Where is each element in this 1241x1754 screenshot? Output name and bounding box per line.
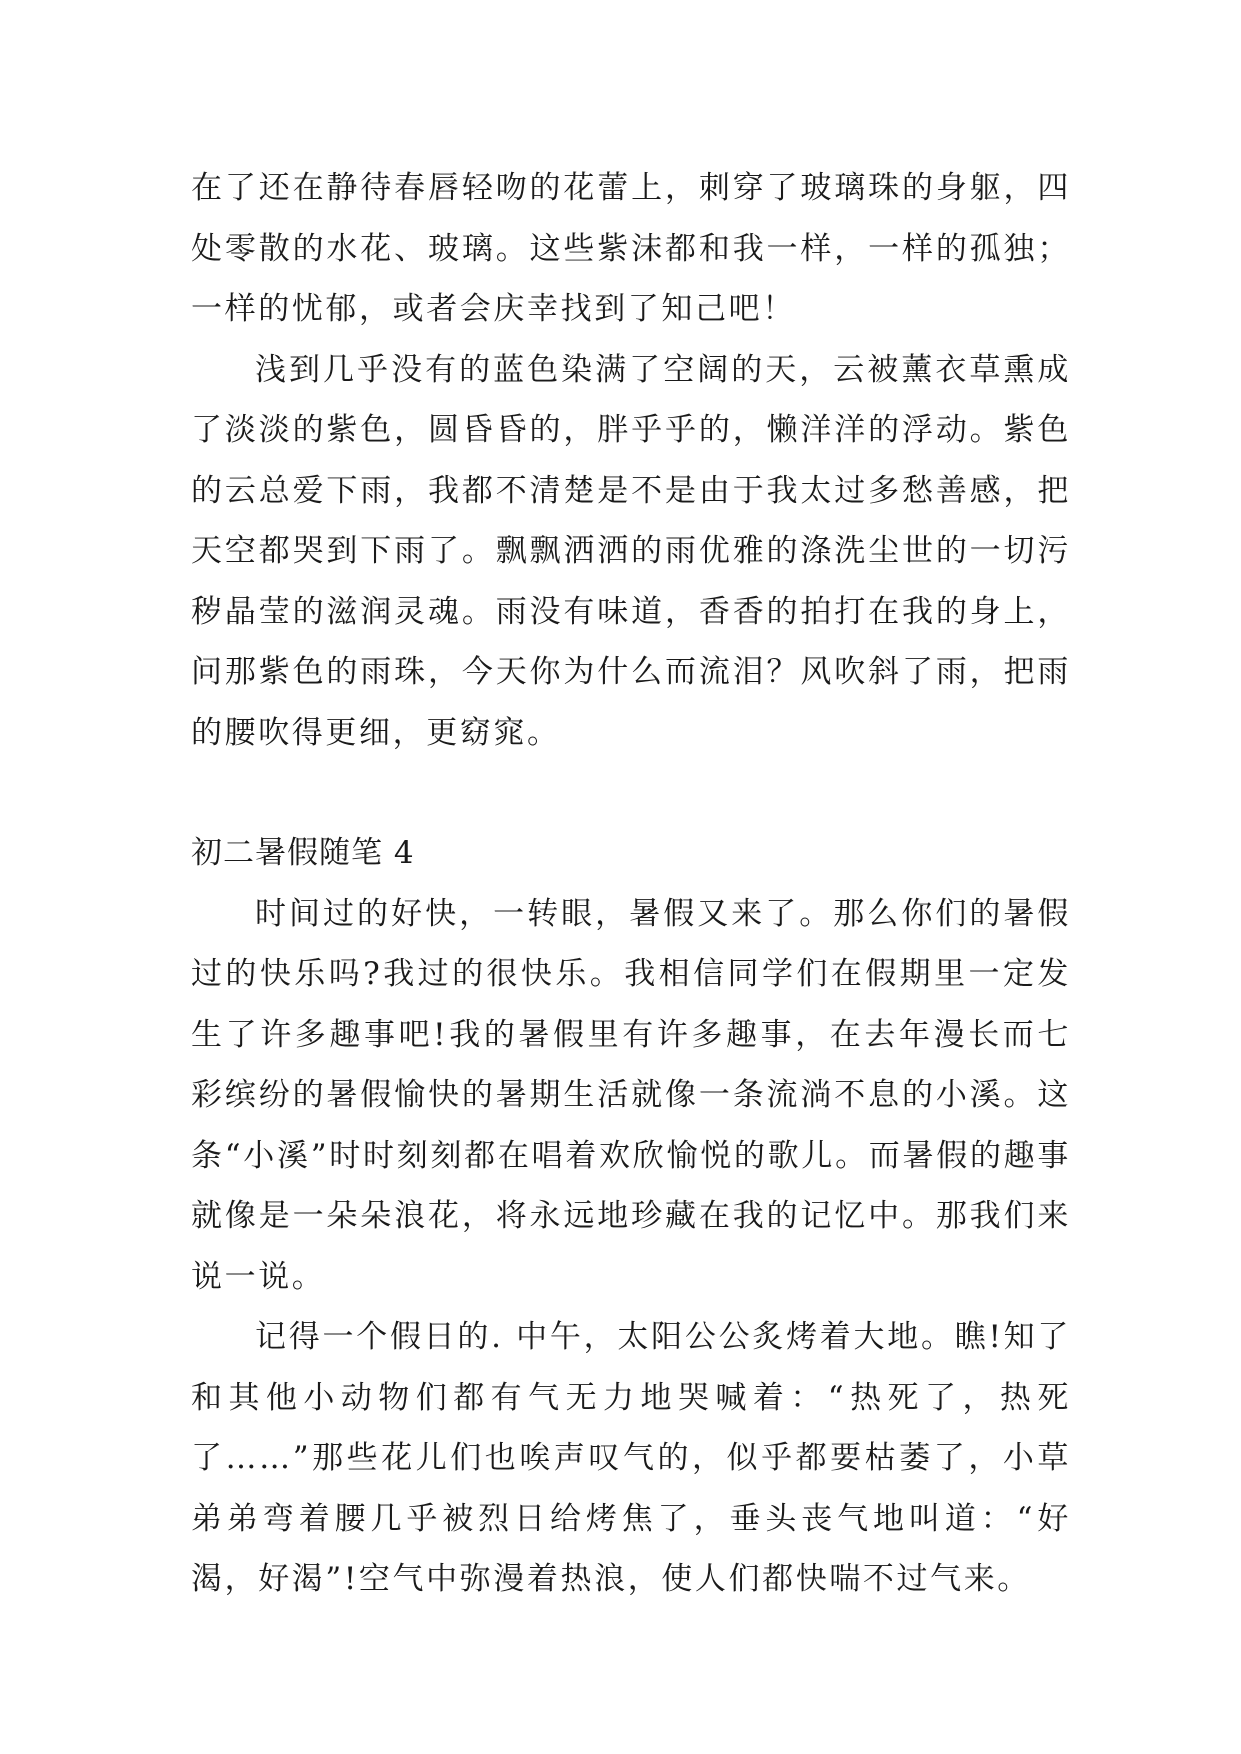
essay-heading: 初二暑假随笔 4	[191, 835, 415, 871]
paragraph-continuation: 在了还在静待春唇轻吻的花蕾上，刺穿了玻璃珠的身躯，四处零散的水花、玻璃。这些紫沫都和我一样，一样的孤独；一样的忧郁，或者会庆幸找到了知己吧！	[191, 170, 1071, 327]
paragraph-purple-clouds: 浅到几乎没有的蓝色染满了空阔的天，云被薰衣草熏成了淡淡的紫色，圆昏昏的，胖乎乎的，懒洋洋的浮动。紫色的云总爱下雨，我都不清楚是不是由于我太过多愁善感，把天空都哭到下雨了。飘飘洒洒的雨优雅的涤洗尘世的一切污秽晶莹的滋润灵魂。雨没有味道，香香的拍打在我的身上，问那紫色的雨珠，今天你为什么而流泪？风吹斜了雨，把雨的腰吹得更细，更窈窕。	[191, 351, 1071, 751]
document-body	[191, 158, 1071, 1610]
paragraph-hot-noon: 记得一个假日的. 中午，太阳公公炙烤着大地。瞧!知了和其他小动物们都有气无力地哭喊着：“热死了，热死了……”那些花儿们也唉声叹气的，似乎都要枯萎了，小草弟弟弯着腰几乎被烈日给烤焦了，垂头丧气地叫道：“好渴，好渴”!空气中弥漫着热浪，使人们都快喘不过气来。	[191, 1319, 1071, 1597]
paragraph-summer-intro: 时间过的好快，一转眼，暑假又来了。那么你们的暑假过的快乐吗?我过的很快乐。我相信同学们在假期里一定发生了许多趣事吧!我的暑假里有许多趣事，在去年漫长而七彩缤纷的暑假愉快的暑期生活就像一条流淌不息的小溪。这条“小溪”时时刻刻都在唱着欢欣愉悦的歌儿。而暑假的趣事就像是一朵朵浪花，将永远地珍藏在我的记忆中。那我们来说一说。	[191, 895, 1071, 1295]
